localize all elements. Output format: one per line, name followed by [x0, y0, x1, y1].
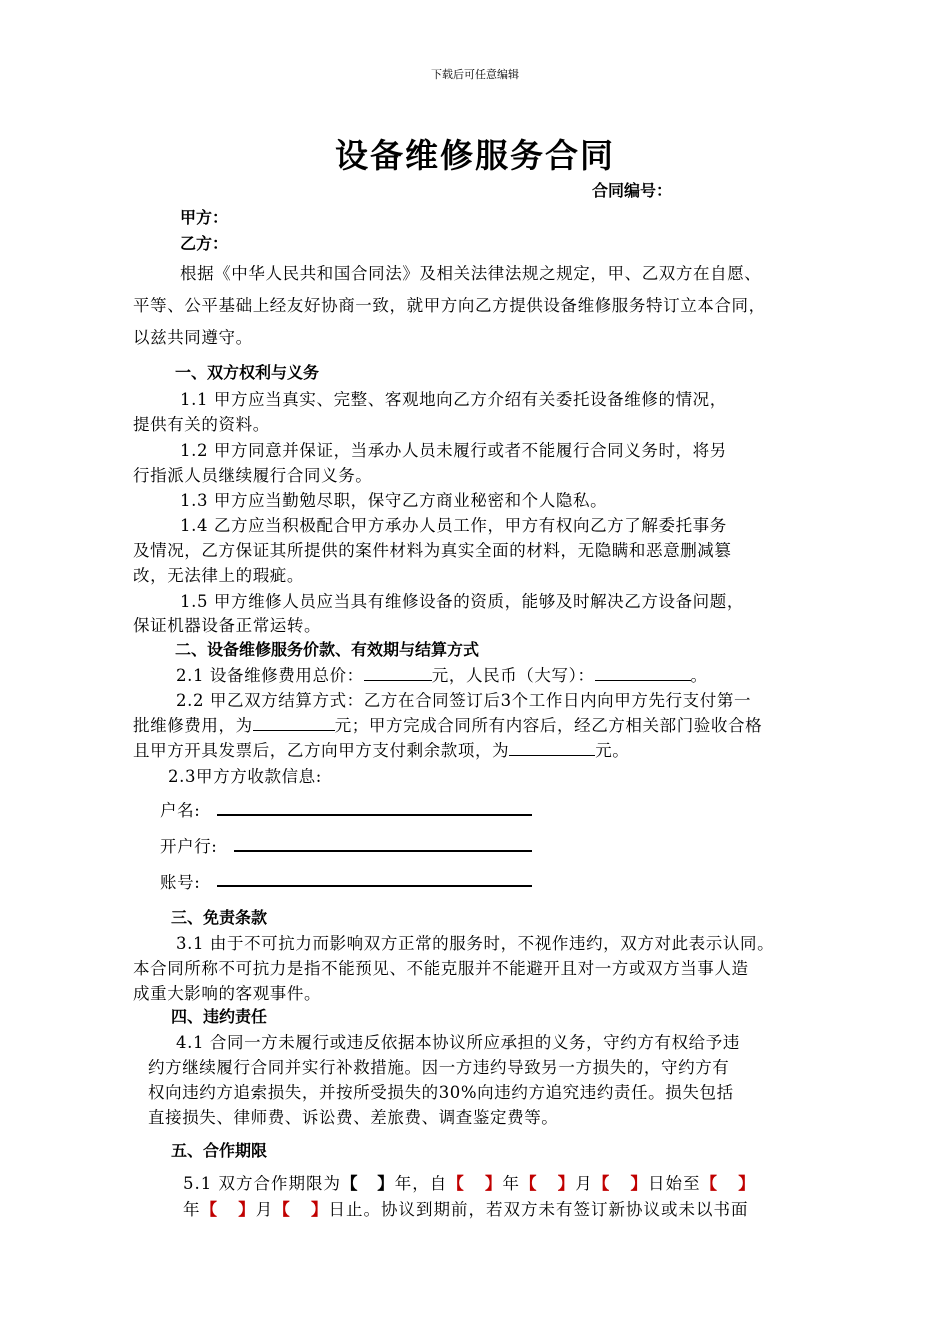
intro-line: 根据《中华人民共和国合同法》及相关法律法规之规定，甲、乙双方在自愿、 [180, 264, 762, 283]
header-note: 下载后可任意编辑 [431, 68, 519, 81]
bank-line[interactable] [234, 850, 532, 852]
clause-line: 行指派人员继续履行合同义务。 [133, 466, 373, 485]
clause-line: 2.1 设备维修费用总价： 元，人民币（大写）： 。 [176, 666, 708, 685]
bracket-blank[interactable]: 【 】 [273, 1200, 329, 1219]
first-payment-blank[interactable] [253, 716, 335, 731]
clause-line: 直接损失、律师费、诉讼费、差旅费、调查鉴定费等。 [148, 1108, 559, 1127]
total-price-blank[interactable] [364, 666, 432, 681]
clause-line: 且甲方开具发票后，乙方向甲方支付剩余款项，为 元。 [133, 741, 630, 760]
clause-line: 提供有关的资料。 [133, 415, 270, 434]
clause-line: 权向违约方追索损失，并按所受损失的30%向违约方追究违约责任。损失包括 [148, 1083, 734, 1102]
clause-line: 成重大影响的客观事件。 [133, 984, 322, 1003]
clause-line: 1.1 甲方应当真实、完整、客观地向乙方介绍有关委托设备维修的情况， [180, 390, 727, 409]
section-heading: 五、合作期限 [171, 1141, 268, 1160]
rmb-caps-blank[interactable] [595, 666, 691, 681]
clause-line: 3.1 由于不可抗力而影响双方正常的服务时，不视作违约，双方对此表示认同。 [176, 934, 775, 953]
account-name-label: 户名: [160, 801, 201, 820]
party-a-label: 甲方： [180, 208, 229, 227]
clause-line: 1.3 甲方应当勤勉尽职，保守乙方商业秘密和个人隐私。 [180, 491, 608, 510]
clause-line: 年【 】月【 】日止。协议到期前，若双方未有签订新协议或未以书面 [183, 1200, 749, 1219]
section-heading: 四、违约责任 [171, 1007, 268, 1026]
contract-number-label: 合同编号： [592, 181, 673, 200]
clause-line: 1.5 甲方维修人员应当具有维修设备的资质，能够及时解决乙方设备问题， [180, 592, 744, 611]
clause-line: 本合同所称不可抗力是指不能预见、不能克服并不能避开且对一方或双方当事人造 [133, 959, 749, 978]
section-heading: 三、免责条款 [171, 908, 268, 927]
account-number-line[interactable] [217, 885, 532, 887]
bank-label: 开户行: [160, 837, 218, 856]
bracket-blank[interactable]: 【 】 [200, 1200, 256, 1219]
clause-line: 1.4 乙方应当积极配合甲方承办人员工作，甲方有权向乙方了解委托事务 [180, 516, 727, 535]
bracket-blank[interactable]: 【 】 [341, 1174, 395, 1193]
document-title: 设备维修服务合同 [335, 136, 615, 175]
bracket-blank[interactable]: 【 】 [700, 1174, 756, 1193]
party-b-label: 乙方： [180, 234, 229, 253]
clause-line: 批维修费用，为 元；甲方完成合同所有内容后，经乙方相关部门验收合格 [133, 716, 763, 735]
clause-line: 5.1 双方合作期限为【 】年，自【 】年【 】月【 】日始至【 】 [183, 1174, 756, 1193]
bracket-blank[interactable]: 【 】 [592, 1174, 648, 1193]
section-heading: 二、设备维修服务价款、有效期与结算方式 [175, 640, 480, 659]
rmb-caps-label: 元，人民币（大写）： [431, 666, 595, 685]
clause-line: 约方继续履行合同并实行补救措施。因一方违约导致另一方损失的，守约方有 [148, 1058, 730, 1077]
account-number-label: 账号: [160, 873, 201, 892]
clause-line: 4.1 合同一方未履行或违反依据本协议所应承担的义务，守约方有权给予违 [176, 1033, 740, 1052]
clause-line: 1.2 甲方同意并保证，当承办人员未履行或者不能履行合同义务时，将另 [180, 441, 727, 460]
account-name-line[interactable] [217, 814, 532, 816]
remaining-payment-blank[interactable] [509, 741, 595, 756]
clause-line: 2.2 甲乙双方结算方式：乙方在合同签订后3个工作日内向甲方先行支付第一 [176, 691, 752, 710]
bracket-blank[interactable]: 【 】 [447, 1174, 503, 1193]
clause-line: 及情况，乙方保证其所提供的案件材料为真实全面的材料，无隐瞒和恶意删减篡 [133, 541, 732, 560]
section-heading: 一、双方权利与义务 [175, 363, 320, 382]
bracket-blank[interactable]: 【 】 [519, 1174, 576, 1193]
clause-line: 改，无法律上的瑕疵。 [133, 566, 304, 585]
total-price-label: 2.1 设备维修费用总价： [176, 666, 364, 685]
intro-line: 平等、公平基础上经友好协商一致，就甲方向乙方提供设备维修服务特订立本合同， [133, 296, 766, 315]
intro-line: 以兹共同遵守。 [133, 328, 253, 347]
clause-line: 2.3甲方方收款信息: [168, 767, 322, 786]
clause-line: 保证机器设备正常运转。 [133, 616, 322, 635]
